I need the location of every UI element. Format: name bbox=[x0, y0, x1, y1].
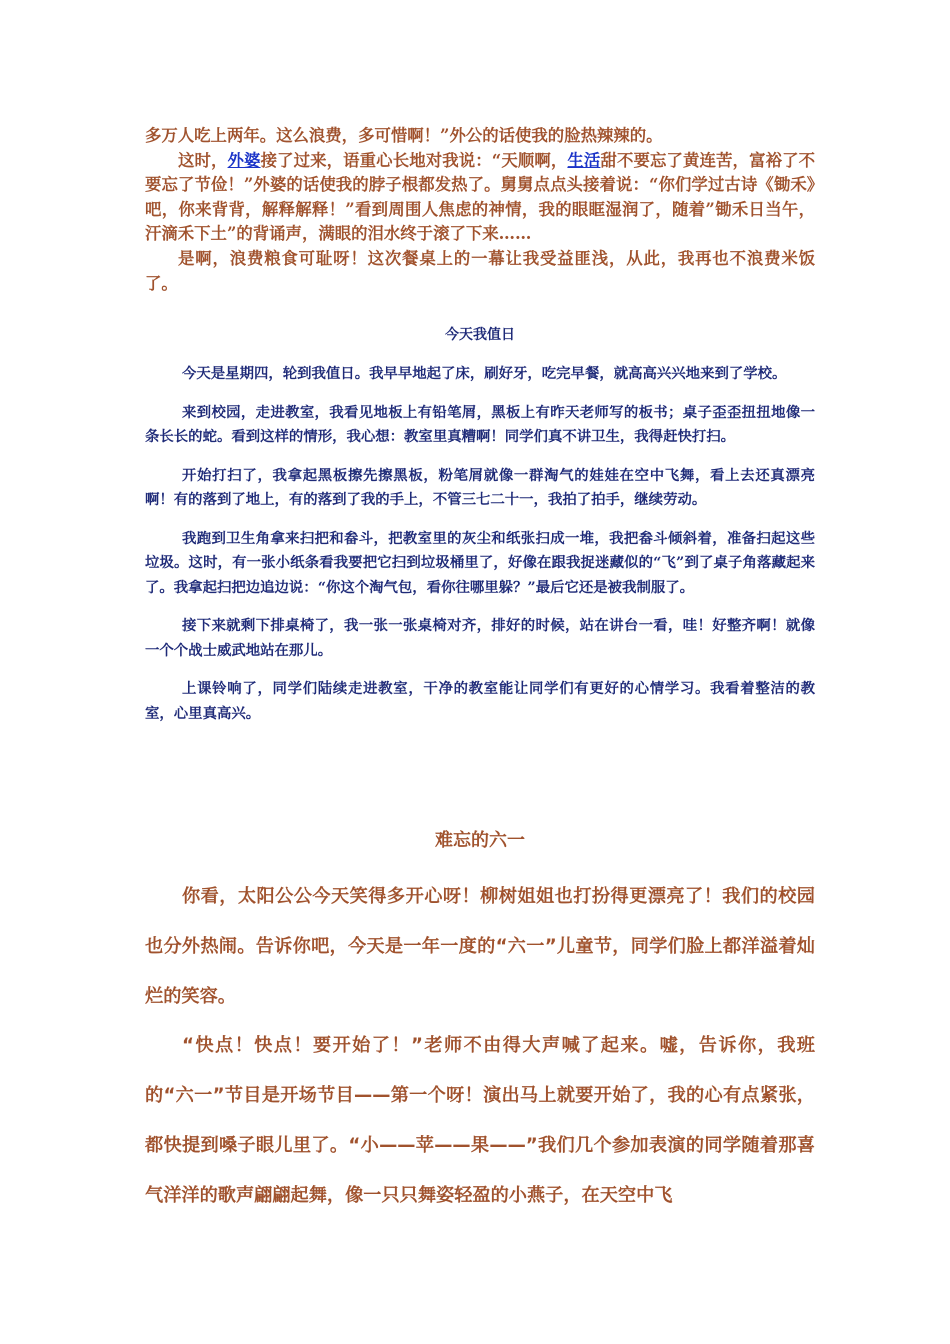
paragraph: 接下来就剩下排桌椅了，我一张一张桌椅对齐，排好的时候，站在讲台一看，哇！好整齐啊！就像一个个战士威武地站在那儿。 bbox=[145, 617, 815, 659]
essay-duty-day bbox=[145, 362, 815, 740]
essay-continuation bbox=[145, 124, 815, 296]
paragraph: 你看，太阳公公今天笑得多开心呀！柳树姐姐也打扮得更漂亮了！我们的校园也分外热闹。告诉你吧，今天是一年一度的“六一”儿童节，同学们脸上都洋溢着灿烂的笑容。 bbox=[145, 886, 815, 1007]
paragraph: 今天是星期四，轮到我值日。我早早地起了床，刷好牙，吃完早餐，就高高兴兴地来到了学校。 bbox=[182, 365, 787, 382]
link-waipo[interactable]: 外婆 bbox=[227, 150, 261, 170]
paragraph: 多万人吃上两年。这么浪费，多可惜啊！”外公的话使我的脸热辣辣的。 bbox=[145, 126, 663, 145]
paragraph: 我跑到卫生角拿来扫把和畚斗，把教室里的灰尘和纸张扫成一堆，我把畚斗倾斜着，准备扫起这些垃圾。这时，有一张小纸条看我要把它扫到垃圾桶里了，好像在跟我捉迷藏似的“飞”到了桌子角落藏起来了。我拿起扫把边追边说：“你这个淘气包，看你往哪里躲？”最后它还是被我制服了。 bbox=[145, 529, 815, 596]
essay-title-duty-day: 今天我值日 bbox=[445, 327, 515, 343]
paragraph: 是啊，浪费粮食可耻呀！这次餐桌上的一幕让我受益匪浅，从此，我再也不浪费米饭了。 bbox=[145, 248, 815, 293]
essay-childrens-day bbox=[145, 872, 815, 1221]
paragraph: “快点！快点！要开始了！”老师不由得大声喊了起来。嘘，告诉你，我班的“六一”节目是开场节目——第一个呀！演出马上就要开始了，我的心有点紧张，都快提到嗓子眼儿里了。“小——苹——果——”我们几个参加表演的同学随着那喜气洋洋的歌声翩翩起舞，像一只只舞姿轻盈的小燕子，在天空中飞 bbox=[145, 1035, 815, 1206]
text-run: 甜不要忘了黄连苦，富裕了不要忘了节俭！”外婆的话使我的脖子根都发热了。舅舅点点头接着说：“你们学过古诗《锄禾》吧，你来背背，解释解释！”看到周围人焦虑的神情，我的眼眶湿润了，随着”锄禾日当午，汗滴禾下土”的背诵声，满眼的泪水终于滚了下来…… bbox=[145, 150, 816, 244]
text-run: 接了过来，语重心长地对我说：“天顺啊， bbox=[260, 150, 568, 170]
paragraph: 来到校园，走进教室，我看见地板上有铅笔屑，黑板上有昨天老师写的板书；桌子歪歪扭扭地像一条长长的蛇。看到这样的情形，我心想：教室里真糟啊！同学们真不讲卫生，我得赶快打扫。 bbox=[145, 403, 815, 445]
paragraph bbox=[145, 149, 815, 247]
paragraph: 开始打扫了，我拿起黑板擦先擦黑板，粉笔屑就像一群淘气的娃娃在空中飞舞，看上去还真漂亮啊！有的落到了地上，有的落到了我的手上，不管三七二十一，我拍了拍手，继续劳动。 bbox=[145, 466, 815, 508]
text-run: 这时， bbox=[178, 150, 228, 170]
essay-title-childrens-day: 难忘的六一 bbox=[435, 830, 525, 851]
link-shenghuo[interactable]: 生活 bbox=[567, 150, 601, 170]
paragraph: 上课铃响了，同学们陆续走进教室，干净的教室能让同学们有更好的心情学习。我看着整洁的教室，心里真高兴。 bbox=[145, 680, 815, 722]
